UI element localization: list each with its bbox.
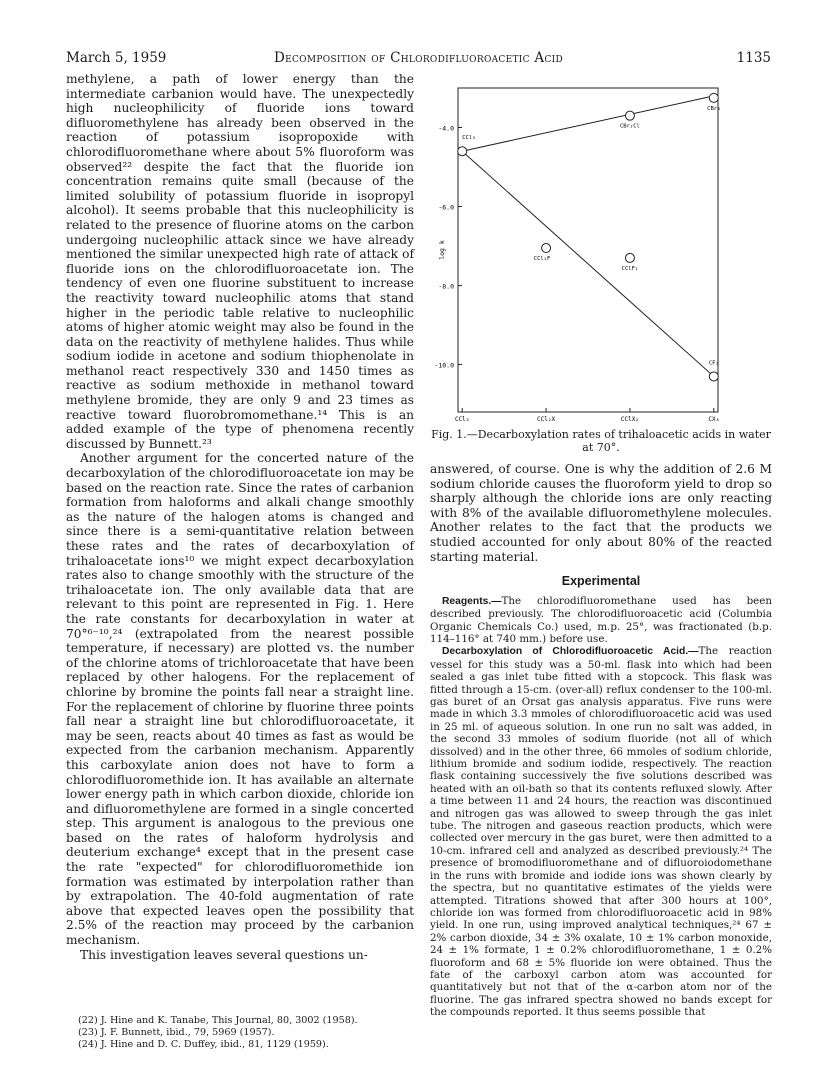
point-label: CClF₂ [621, 265, 639, 272]
plot-frame [458, 88, 721, 412]
point-label: CCl₂F [533, 256, 551, 263]
footnotes [66, 1015, 414, 1051]
page-header [66, 50, 771, 70]
point-label: CBr₃ [707, 105, 721, 112]
footnote: (22) J. Hine and K. Tanabe, This Journal, 80, 3002 (1958). [78, 1015, 358, 1026]
data-point [625, 111, 634, 120]
y-axis-label: log k [438, 240, 446, 260]
point-label: CBr₂Cl [619, 123, 640, 130]
x-tick-label: CCl₂X [537, 416, 556, 423]
data-point [625, 253, 634, 262]
header-title: Decomposition of Chlorodifluoroacetic Acid [273, 50, 564, 66]
data-point [709, 372, 718, 381]
x-tick-label: CClX₂ [620, 416, 639, 423]
data-point [709, 93, 718, 102]
data-point [458, 147, 467, 156]
run-in-head: Decarboxylation of Chlorodifluoroacetic Acid.— [442, 646, 699, 658]
data-point [542, 244, 551, 253]
right-column [430, 462, 772, 1019]
left-column [66, 72, 414, 962]
y-tick-label: -6.0 [438, 203, 454, 212]
header-date: March 5, 1959 [66, 50, 167, 66]
footnote: (24) J. Hine and D. C. Duffey, ibid., 81, 1129 (1959). [78, 1039, 329, 1050]
footnote: (23) J. F. Bunnett, ibid., 79, 5969 (1957). [78, 1027, 275, 1038]
paragraph: methylene, a path of lower energy than the intermediate carbanion would have. The unexpectedly high nucleophilicity of fluoride ions toward difluoromethylene has already been observed in the reaction of potassium isopropoxide with chlorodifluoromethane where about 5% fluoroform was observed²² despite the fact that the fluoride ion concentration remains quite small (because of the limited solubility of potassium fluoride in isopropyl alcohol). It seems probable that this nucleophilicity is related to the presence of fluorine atoms on the carbon undergoing nucleophilic attack since we have already mentioned the similar unexpected high rate of attack of fluoride ions on the chlorodifluoroacetate ion. The tendency of even one fluorine substituent to increase the reactivity toward nucleophilic atoms that stand higher in the periodic table relative to nucleophilic atoms of higher atomic weight may also be found in the data on the reactivity of methylene halides. Thus while sodium iodide in acetone and sodium thiophenolate in methanol react respectively 330 and 1450 times as reactive as sodium methoxide in methanol toward methylene bromide, they are only 9 and 23 times as reactive toward fluorobromomethane.¹⁴ This is an added example of the type of phenomena recently discussed by Bunnett.²³ [66, 72, 414, 451]
y-tick-label: -10.0 [434, 361, 454, 370]
figure-caption: Fig. 1.—Decarboxylation rates of trihaloacetic acids in water at 70°. [431, 428, 771, 454]
x-tick-label: CX₃ [708, 416, 720, 423]
section-title: Experimental [561, 574, 641, 589]
trend-line [462, 151, 714, 376]
paragraph: Another argument for the concerted nature of the decarboxylation of the chlorodifluoroacetate ion may be based on the reaction rate. Since the rates of carbanion formation from haloforms and alkali change smoothly as the nature of the halogen atoms is changed and since there is a semi-quantitative relation between these rates and the rates of decarboxylation of trihaloacetate ions¹⁰ we might expect decarboxylation rates also to change smoothly with the structure of the trihaloacetate ion. The only available data that are relevant to this point are represented in Fig. 1. Here the rate constants for decarboxylation in water at 70°⁶⁻¹⁰,²⁴ (extrapolated from the nearest possible temperature, if necessary) are plotted vs. the number of the chlorine atoms of trichloroacetate that have been replaced by other halogens. For the replacement of chlorine by bromine the points fall near a straight line. For the replacement of chlorine by fluorine three points fall near a straight line but chlorodifluoroacetate, it may be seen, reacts about 40 times as fast as would be expected from the carbanion mechanism. Apparently this carboxylate anion does not have to form a chlorodifluoromethide ion. It has available an alternate lower energy path in which carbon dioxide, chloride ion and difluoromethylene are formed in a single concerted step. This argument is analogous to the previous one based on the rates of haloform hydrolysis and deuterium exchange⁴ except that in the present case the rate "expected" for chlorodifluoromethide ion formation was estimated by interpolation rather than by extrapolation. The 40-fold augmentation of rate above that expected leaves open the possibility that 2.5% of the reaction may proceed by the carbanion mechanism. [66, 451, 414, 948]
figure-1 [430, 74, 772, 464]
decarboxylation-chart [430, 74, 772, 424]
x-tick-label: CCl₃ [454, 416, 470, 423]
run-in-head: Reagents.— [442, 595, 502, 607]
paragraph: This investigation leaves several questions un- [80, 947, 368, 962]
trend-line [462, 96, 714, 151]
point-label: CF₃ [708, 360, 719, 367]
page-number: 1135 [736, 50, 771, 66]
experimental-section [430, 595, 772, 1019]
y-tick-label: -4.0 [438, 124, 454, 133]
y-tick-label: -8.0 [438, 282, 454, 291]
experimental-paragraph: Reagents.—The chlorodifluoromethane used has been described previously. The chlorodifluoroacetic acid (Columbia Organic Chemicals Co.) used, m.p. 25°, was fractionated (b.p. 114–116° at 740 mm.) before use. [430, 594, 772, 645]
experimental-paragraph: Decarboxylation of Chlorodifluoroacetic Acid.—The reaction vessel for this study was a 50-ml. flask into which had been sealed a gas inlet tube fitted with a stopcock. This flask was fitted through a 15-cm. (over-all) reflux condenser to the 100-ml. gas buret of an Orsat gas analysis apparatus. Five runs were made in which 3.3 mmoles of chlorodifluoroacetic acid was used in 25 ml. of aqueous solution. In one run no salt was added, in the second 33 mmoles of sodium fluoride (not all of which dissolved) and in the other three, 66 mmoles of sodium chloride, lithium bromide and sodium iodide, respectively. The reaction flask containing successively the five solutions described was heated with an oil-bath so that its contents refluxed slowly. After a time between 11 and 24 hours, the reaction was discontinued and nitrogen gas was allowed to sweep through the gas inlet tube. The nitrogen and gaseous reaction products, which were collected over mercury in the gas buret, were then admitted to a 10-cm. infrared cell and analyzed as described previously.²⁴ The presence of bromodifluoromethane and of difluoroiodomethane in the runs with bromide and iodide ions was shown clearly by the spectra, but no quantitative estimates of the yields were attempted. Titrations showed that after 300 hours at 100°, chloride ion was formed from chlorodifluoroacetic acid in 98% yield. In one run, using improved analytical techniques,²⁴ 67 ± 2% carbon dioxide, 34 ± 3% oxalate, 10 ± 1% carbon monoxide, 24 ± 1% formate, 1 ± 0.2% chlorodifluoromethane, 1 ± 0.2% fluoroform and 68 ± 5% fluoride ion were obtained. Thus the fate of the carboxyl carbon atom was accounted for quantitatively but not that of the α-carbon atom nor of the fluorine. The gas infrared spectra showed no bands except for the compounds reported. It thus seems possible that [430, 645, 772, 1019]
point-label: CCl₃ [462, 135, 476, 142]
paragraph: answered, of course. One is why the addition of 2.6 M sodium chloride causes the fluoroform yield to drop so sharply although the chloride ions are only reacting with 8% of the available difluoromethylene molecules. Another relates to the fact that the products we studied accounted for only about 80% of the reacted starting material. [430, 462, 772, 564]
